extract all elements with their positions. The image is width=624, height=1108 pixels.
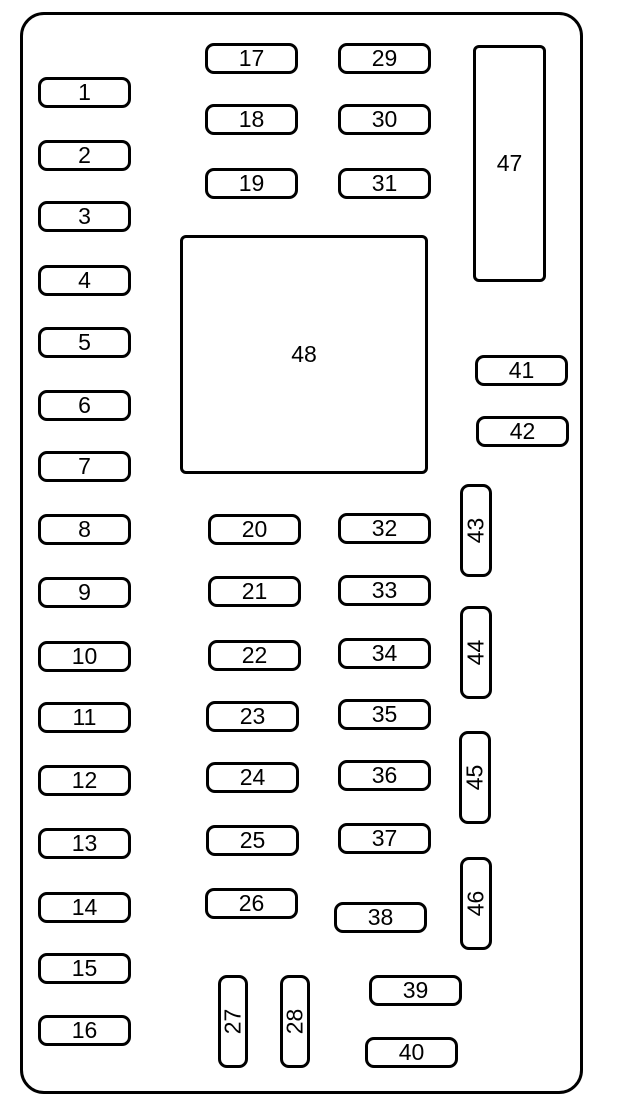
fuse-46 [460,857,492,950]
fuse-7 [38,451,131,482]
fuse-40 [365,1037,458,1068]
fuse-47 [473,45,546,282]
fuse-5 [38,327,131,358]
fuse-label: 48 [291,341,317,367]
fuse-8 [38,514,131,545]
fuse-label: 19 [238,170,265,196]
fuse-3 [38,201,131,232]
fuse-44 [460,606,492,699]
fuse-37 [338,823,431,854]
fuse-label: 47 [496,150,523,176]
fuse-label: 44 [462,639,489,666]
fuse-9 [38,577,131,608]
fuse-35 [338,699,431,730]
fuse-22 [208,640,301,671]
fuse-label: 23 [239,703,266,729]
fuse-29 [338,43,431,74]
fuse-label: 28 [281,1008,308,1035]
fuse-11 [38,702,131,733]
fuse-31 [338,168,431,199]
fuse-label: 27 [219,1008,246,1035]
fuse-label: 12 [71,767,98,793]
fuse-16 [38,1015,131,1046]
fuse-19 [205,168,298,199]
fuse-label: 15 [71,955,98,981]
fuse-label: 3 [78,203,91,229]
fuse-label: 4 [78,267,91,293]
fuse-label: 25 [239,827,266,853]
fuse-label: 43 [462,517,489,544]
fuse-26 [205,888,298,919]
fuse-label: 26 [238,890,265,916]
fuse-label: 17 [238,45,265,71]
fuse-label: 32 [371,515,398,541]
fuse-label: 38 [367,904,394,930]
fuse-14 [38,892,131,923]
fuse-label: 46 [462,890,489,917]
fuse-label: 30 [371,106,398,132]
fuse-label: 7 [78,453,91,479]
fuse-label: 34 [371,640,398,666]
fuse-38 [334,902,427,933]
fuse-36 [338,760,431,791]
fuse-label: 11 [72,704,97,730]
fuse-label: 20 [241,516,268,542]
fuse-43 [460,484,492,577]
fuse-4 [38,265,131,296]
fuse-23 [206,701,299,732]
fuse-label: 10 [71,643,98,669]
fuse-27 [218,975,248,1068]
fuse-label: 13 [71,830,98,856]
fuse-13 [38,828,131,859]
fuse-34 [338,638,431,669]
fuse-17 [205,43,298,74]
fuse-32 [338,513,431,544]
fuse-label: 16 [71,1017,98,1043]
fuse-39 [369,975,462,1006]
fuse-label: 29 [371,45,398,71]
fuse-10 [38,641,131,672]
fuse-28 [280,975,310,1068]
fuse-label: 18 [238,106,265,132]
fuse-45 [459,731,491,824]
fuse-21 [208,576,301,607]
fuse-label: 36 [371,762,398,788]
fuse-24 [206,762,299,793]
fuse-label: 6 [78,392,91,418]
fuse-label: 35 [371,701,398,727]
fuse-label: 33 [371,577,398,603]
fuse-15 [38,953,131,984]
fuse-label: 9 [78,579,91,605]
fuse-12 [38,765,131,796]
fuse-label: 1 [78,79,91,105]
fuse-label: 41 [508,357,535,383]
fuse-42 [476,416,569,447]
fuse-label: 31 [371,170,398,196]
fuse-25 [206,825,299,856]
fuse-label: 21 [241,578,268,604]
fuse-label: 39 [402,977,429,1003]
fuse-label: 40 [398,1039,425,1065]
fuse-label: 45 [461,764,488,791]
fuse-1 [38,77,131,108]
fuse-41 [475,355,568,386]
fuse-label: 14 [71,894,98,920]
fuse-label: 37 [371,825,398,851]
fuse-20 [208,514,301,545]
fuse-2 [38,140,131,171]
fuse-label: 5 [78,329,91,355]
fuse-30 [338,104,431,135]
fuse-label: 22 [241,642,268,668]
fuse-label: 42 [509,418,536,444]
fuse-label: 8 [78,516,91,542]
fuse-18 [205,104,298,135]
fuse-33 [338,575,431,606]
fuse-6 [38,390,131,421]
fuse-label: 2 [78,142,91,168]
fuse-label: 24 [239,764,266,790]
fuse-48 [180,235,428,474]
